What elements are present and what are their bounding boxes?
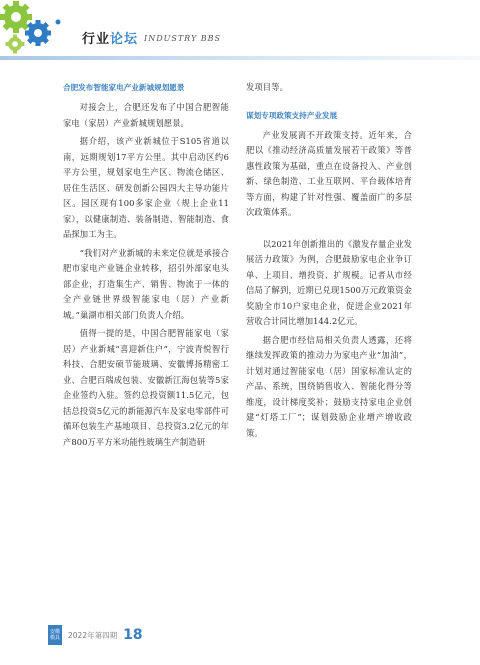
- left-column: [63, 80, 229, 453]
- paragraph: 据合肥市经信局相关负责人透露，还将继续发挥政策的推动力为家电产业“加油”，计划对通过智能家电（居）国家标准认定的产品、系统，围绕销售收入、智能化得分等维度，设计梯度奖补；鼓励支持家电企业创建“灯塔工厂”；谋划鼓励企业增产增收政策。: [246, 334, 412, 438]
- paragraph: 据介绍，该产业新城位于S105省道以南，远期规划17平方公里。其中启动区约6平方公里，规划家电生产区、物流仓储区、居住生活区、研发创新公园四大主导功能片区。园区现有100多家企业（规上企业11家），以健康制造、装备制造、智能制造、食品探加工为主。: [63, 136, 229, 239]
- paragraph: 产业发展离不开政策支持。近年来，合肥以《推动经济高质量发展若干政策》等普惠性政策为基础，重点在设备投入、产业创新、绿色制造、工业互联网、平台载体培育等方面，构建了针对性强、覆盖面广的多层次政策体系。: [246, 129, 412, 217]
- paragraph: 以2021年创新推出的《激发存量企业发展活力政策》为例，合肥鼓励家电企业争订单、上项目、增投资、扩规模。记者从市经信局了解到，近期已兑现1500万元政策资金奖励全市10户家电企业，促进企业2021年营收合计同比增加144.2亿元。: [246, 238, 412, 326]
- magazine-logo-line2: 模具: [49, 635, 60, 641]
- paragraph: “我们对产业新城的未来定位就是承接合肥市家电产业链企业转移，招引外部家电头部企业，打造集生产、销售、物流于一体的全产业链世界级智能家电（居）产业新城。”巢湖市相关部门负责人介绍。: [63, 247, 229, 320]
- gear-blue-icon: [25, 20, 51, 46]
- gear-green-small-icon: [6, 35, 25, 54]
- column-title: [82, 28, 221, 47]
- magazine-logo-line1: 安徽: [49, 629, 60, 635]
- gear-green-large-icon: [0, 1, 32, 33]
- paragraph: 值得一提的是，中国合肥智能家电（家居）产业新城“喜迎新住户”，宁波青悦智行科技、合肥安硕节能玻璃、安徽博扬精密工业、合肥百瑞成包装、安徽新江海包装等5家企业签约入驻。签约总投资额11.5亿元，包括总投资5亿元的新能源汽车及家电零部件可循环包装生产基地项目、总投资3.2亿元的年产800万平方米功能性玻璃生产制造研: [63, 328, 229, 447]
- page-number: 18: [123, 627, 143, 643]
- header-bar: [0, 56, 480, 60]
- magazine-logo: [48, 625, 62, 645]
- column-title-part1: 行业: [82, 32, 111, 47]
- section-heading-policy: 谋划专项政策支持产业发展: [246, 110, 338, 120]
- issue-label: 2022年第四期: [68, 630, 118, 640]
- paragraph: 对接会上，合肥还发布了中国合肥智能家电（家居）产业新城规划愿景。: [63, 102, 229, 128]
- column-subtitle-en: INDUSTRY BBS: [144, 34, 222, 43]
- gears-logo-icon: [0, 0, 78, 62]
- gear-dot-icon: [56, 20, 61, 25]
- paragraph-continuation: 发项目等。: [246, 82, 288, 92]
- right-column: [246, 80, 412, 444]
- section-heading-plan: 合肥发布智能家电产业新城规划愿景: [63, 83, 185, 92]
- column-title-part2: 论坛: [110, 32, 139, 47]
- footer: [48, 625, 143, 645]
